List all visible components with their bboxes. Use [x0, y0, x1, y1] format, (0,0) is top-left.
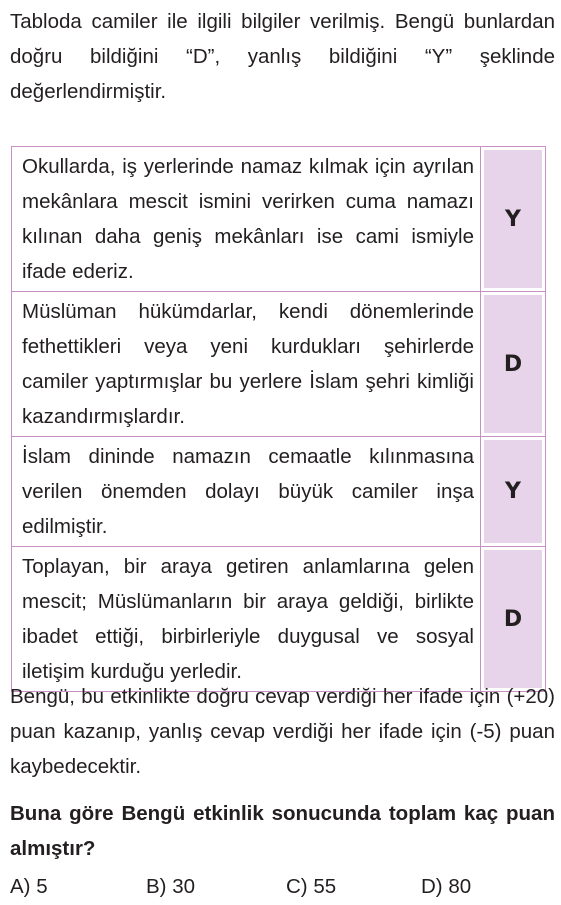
option-d[interactable]: D) 80 — [421, 875, 472, 898]
statement-table — [11, 146, 546, 692]
answer-mark: Y — [505, 206, 521, 232]
answer-cell — [481, 547, 546, 692]
answer-mark: D — [503, 351, 523, 377]
answer-mark: D — [503, 606, 523, 632]
question-text: Buna göre Bengü etkinlik sonucunda toplam kaç puan almıştır? — [10, 802, 555, 860]
answer-options — [10, 869, 555, 904]
statement-cell: Müslüman hükümdarlar, kendi dönemlerinde fethettikleri veya yeni kurdukları şehirlerde camiler yaptırmışlar bu yerlere İslam şehri kimliği kazandırmışlardır. — [12, 292, 481, 437]
statement-cell: Okullarda, iş yerlerinde namaz kılmak için ayrılan mekânlara mescit ismini verirken cuma namazı kılınan daha geniş mekânları ise cami ismiyle ifade ederiz. — [12, 147, 481, 292]
table-row — [12, 292, 546, 437]
table-row — [12, 547, 546, 692]
answer-cell — [481, 147, 546, 292]
intro-text: Tabloda camiler ile ilgili bilgiler verilmiş. Bengü bunlardan doğru bildiğini “D”, yanlış bildiğini “Y” şeklinde değerlendirmiştir. — [10, 10, 555, 103]
scoring-rule-text: Bengü, bu etkinlikte doğru cevap verdiği her ifade için (+20) puan kazanıp, yanlış cevap verdiği her ifade için (-5) puan kaybedecektir. — [10, 685, 555, 778]
answer-cell — [481, 437, 546, 547]
answer-cell — [481, 292, 546, 437]
table-row — [12, 437, 546, 547]
option-c[interactable]: C) 55 — [286, 875, 337, 898]
answer-mark: Y — [505, 479, 521, 504]
option-b[interactable]: B) 30 — [146, 875, 195, 898]
table-row — [12, 147, 546, 292]
statement-cell: İslam dininde namazın cemaatle kılınmasına verilen önemden dolayı büyük camiler inşa edilmiştir. — [12, 437, 481, 547]
statement-cell: Toplayan, bir araya getiren anlamlarına gelen mescit; Müslümanların bir araya geldiği, birlikte ibadet ettiği, birbirleriyle duygusal ve sosyal iletişim kurduğu yerledir. — [12, 547, 481, 692]
option-a[interactable]: A) 5 — [10, 875, 48, 898]
